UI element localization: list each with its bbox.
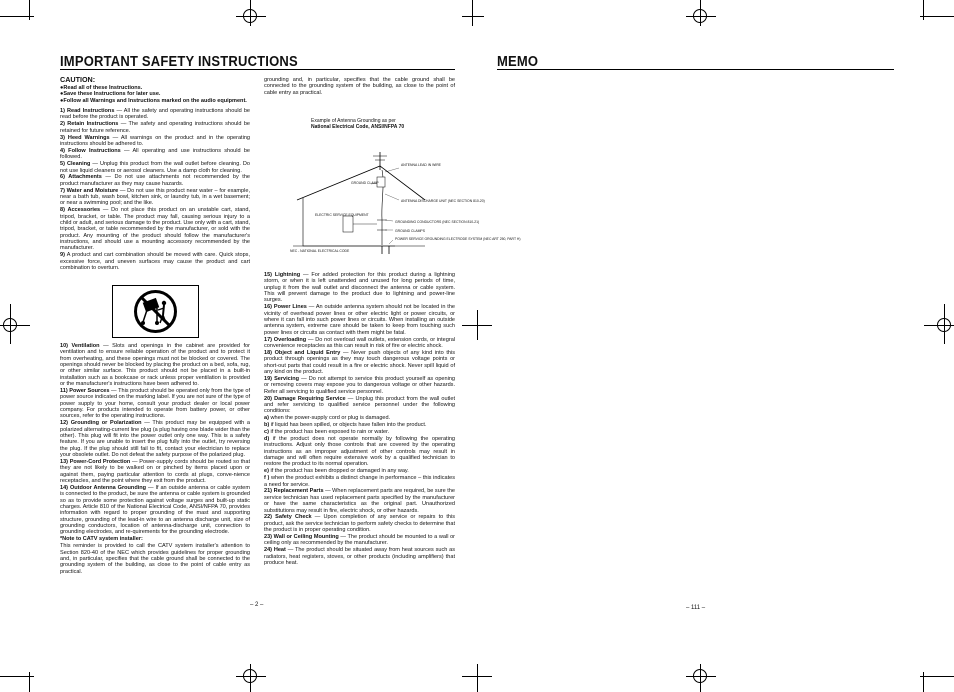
instruction-item [60, 135, 250, 148]
crop-mark [472, 0, 473, 26]
page-title: IMPORTANT SAFETY INSTRUCTIONS [60, 52, 298, 70]
instruction-text: This reminder is provided to call the CATV system installer's attention to Section 820-40 of the NEC which provides guidelines for proper grounding and, in particular, specifies that the cable ground shall be connected to the grounding system of the building, as close to the point of cable entry as practical. [60, 543, 250, 575]
instruction-heading: 9) [60, 252, 65, 259]
registration-mark [937, 318, 951, 332]
instruction-heading: 23) Wall or Ceiling Mounting [264, 534, 339, 541]
catv-continuation: grounding and, in particular, specifies that the cable ground shall be connected to the grounding system of the building, as close to the point of cable entry as practical. [264, 77, 455, 96]
memo-title-rule [497, 69, 894, 70]
instruction-heading: 8) Accessories [60, 207, 101, 214]
instruction-heading: 15) Lightning [264, 272, 301, 278]
crop-mark [29, 0, 30, 20]
instruction-text: — An outside antenna system should not be located in the vicinity of overhead power lines or other electric light or power circuits, or where it can fall into such power lines or circuits. When installing an outside antenna system, extreme care should be taken to keep from touching such power lines or circuits as contact with them might be fatal. [264, 304, 456, 336]
instruction-item [264, 488, 455, 513]
instruction-item [60, 188, 250, 207]
instruction-text: — Do not place this product on an unstable cart, stand, tripod, bracket, or table. The product may fall, causing serious injury to a child or adult, and serious damage to the product. Use only with a cart, stand, tripod, bracket, or table recommended by the manufacturer, or sold with the product. Any mounting of the product should follow the manufacturer's instructions, and should use a mounting accessory recommended by the manufacturer. [60, 207, 250, 252]
bullet-icon: ● [60, 85, 64, 91]
instruction-heading: 10) Ventilation [60, 343, 100, 349]
instruction-item [60, 485, 250, 536]
instruction-heading: *Note to CATV system installer: [60, 536, 143, 543]
bullet-icon: ● [60, 97, 64, 104]
instruction-text: — This product should be operated only from the type of power source indicated on the marking label. If you are not sure of the type of power supply to your home, consult your product dealer or local power company. For products intended to operate from battery power, or other sources, refer to the operating instructions. [60, 388, 250, 420]
instruction-heading: 12) Grounding or Polarization [60, 420, 142, 427]
instruction-text: — Do not use this product near water – for example, near a bath tub, wash bowl, kitchen sink, or laundry tub, in a wet basement; or near a swimming pool; and the like. [60, 187, 250, 207]
instruction-text: — All warnings on the product and in the operating instructions should be adhered to. [60, 134, 250, 147]
instruction-item [264, 337, 455, 350]
label-ground-clamp: GROUND CLAMP [351, 181, 379, 185]
instruction-item [60, 148, 250, 161]
instruction-item [60, 543, 250, 575]
caution-bullets [60, 85, 250, 104]
instruction-heading: 16) Power Lines [264, 304, 307, 311]
instructions-list-10-14 [60, 343, 250, 575]
instructions-list-15-24 [264, 272, 455, 566]
crop-mark [462, 16, 484, 17]
instruction-text: if liquid has been spilled, or objects have fallen into the product. [269, 422, 427, 429]
instruction-text: if the product does not operate normally by following the operating instructions. Adjust only those controls that are covered by the operating instructions as an improper adjustment of other controls may result in damage and will often require extensive work by a qualified technician to restore the product to its normal operation. [264, 435, 455, 468]
instruction-heading: 14) Outdoor Antenna Grounding [60, 484, 147, 491]
crop-mark [29, 672, 30, 692]
instruction-text: — When replacement parts are required, be sure the service technician has used replacement parts specified by the manufacturer or have the same characteristics as the original part. Unauthorized substitutions may result in fire, electric shock, or other hazards. [264, 488, 455, 514]
instruction-item [264, 396, 455, 415]
instructions-list-1-9 [60, 108, 250, 271]
crop-mark [477, 310, 478, 340]
instruction-item [60, 420, 250, 458]
registration-mark [243, 9, 257, 23]
instruction-text: — Never push objects of any kind into this product through openings as they may touch dangerous voltage points or short-out parts that could result in a fire or electric shock. Never spill liquid of any kind on the product. [264, 349, 455, 375]
instruction-heading: 22) Safety Check [264, 514, 312, 521]
label-nec: NEC - NATIONAL ELECTRICAL CODE [290, 249, 350, 253]
cart-warning-symbol [112, 285, 199, 338]
instruction-heading: 24) Heat [264, 547, 286, 554]
instruction-text: when the product exhibits a distinct change in performance – this indicates a need for service. [264, 475, 455, 488]
diagram-caption [311, 118, 451, 130]
instruction-item [60, 121, 250, 134]
instruction-text: — Unplug this product from the wall outlet before cleaning. Do not use liquid cleaners or aerosol cleaners. Use a damp cloth for cleaning. [60, 161, 250, 174]
page-number-left: – 2 – [250, 602, 264, 608]
instruction-text: — Slots and openings in the cabinet are provided for ventilation and to ensure reliable operation of the product and to protect it from overheating, and these openings must not be blocked or covered. The openings should never be blocked by placing the product on a bed, sofa, rug, or other similar surface. This product should not be placed in a built-in installation such as a bookcase or rack unless proper ventilation is provided or the manufacturer's instructions have been adhered to. [60, 343, 250, 388]
left-column-top [60, 76, 250, 272]
instruction-text: when the power-supply cord or plug is damaged. [268, 415, 391, 422]
crop-mark [920, 676, 954, 677]
instruction-heading: 2) Retain Instructions [60, 121, 119, 128]
label-electric-equipment: ELECTRIC SERVICE EQUIPMENT [315, 213, 369, 217]
bullet-icon: ● [60, 91, 64, 98]
instruction-item [264, 422, 455, 428]
registration-mark [693, 9, 707, 23]
instruction-item [264, 272, 455, 304]
instruction-item [264, 468, 455, 474]
instruction-heading: a) [264, 415, 269, 422]
label-power-service: POWER SERVICE GROUNDING ELECTRODE SYSTEM (NEC ART 250, PART H) [395, 237, 521, 241]
instruction-item [264, 350, 455, 375]
caution-heading: CAUTION: [60, 75, 96, 84]
instruction-text: — Upon completion of any service or repairs to this product, ask the service technician to perform safety checks to determine that the product is in proper operating condition. [264, 514, 455, 534]
instruction-heading: 3) Heed Warnings [60, 134, 110, 141]
registration-mark [243, 669, 257, 683]
crop-mark [0, 16, 34, 17]
instruction-text: if the product has been dropped or damaged in any way. [268, 468, 409, 475]
right-column-intro [264, 77, 455, 97]
instruction-text: — Unplug this product from the wall outlet and refer servicing to qualified service personnel under the following conditions: [264, 395, 455, 415]
instruction-heading: 7) Water and Moisture [60, 187, 119, 194]
instruction-item [60, 161, 250, 174]
instruction-item [264, 514, 455, 533]
caution-bullet-text: Follow all Warnings and Instructions marked on the audio equipment. [63, 97, 247, 104]
instruction-text: — All the safety and operating instructions should be read before the product is operated. [60, 108, 250, 121]
instruction-heading: 17) Overloading [264, 336, 307, 343]
right-column-list [264, 272, 455, 567]
cart-tipover-icon [113, 286, 198, 337]
instruction-text: — The product should be mounted to a wall or ceiling only as recommended by the manufacturer. [264, 534, 456, 547]
instruction-item [60, 388, 250, 420]
instruction-heading: 4) Follow Instructions [60, 147, 121, 154]
label-antenna-lead: ANTENNA LEAD IN WIRE [401, 163, 441, 167]
instruction-text: — The product should be situated away from heat sources such as radiators, heat registers, stoves, or other products (including amplifiers) that produce heat. [264, 547, 455, 567]
registration-mark [693, 669, 707, 683]
diagram-caption-line2: National Electrical Code, ANSI/NFPA 70 [311, 124, 405, 130]
instruction-item [60, 108, 250, 121]
instruction-item [264, 547, 455, 566]
instruction-text: — Do not overload wall outlets, extension cords, or integral convenience receptacles as this can result in risk of fire or electric shock. [264, 336, 456, 349]
instruction-heading: b) [264, 422, 270, 429]
instruction-heading: e) [264, 468, 269, 475]
instruction-item [264, 436, 455, 468]
instruction-item [60, 252, 250, 271]
page-number-right: – 111 – [686, 605, 706, 611]
instruction-text: — Do not attempt to service this product yourself as opening or removing covers may expose you to dangerous voltage or other hazards. Refer all servicing to qualified service personnel. [264, 375, 455, 395]
instruction-text: A product and cart combination should be moved with care. Quick stops, excessive force, and uneven surfaces may cause the product and cart combination to overturn. [60, 252, 250, 272]
instruction-item [60, 343, 250, 387]
crop-mark [462, 676, 492, 677]
instruction-heading: 18) Object and Liquid Entry [264, 349, 341, 356]
instruction-heading: 5) Cleaning [60, 161, 91, 168]
instruction-text: — Do not use attachments not recommended by the product manufacturer as they may cause hazards. [60, 174, 250, 187]
instruction-text: — For added protection for this product during a lightning storm, or when it is left unattended and unused for long periods of time, unplug it from the wall outlet and disconnect the antenna or cable system. This will prevent damage to the product due to lightning and power-line surges. [264, 272, 455, 304]
antenna-grounding-diagram [285, 150, 521, 258]
instruction-item [60, 459, 250, 484]
caution-bullet-text: Save these Instructions for later use. [63, 91, 161, 98]
instruction-heading: d) [264, 435, 270, 442]
instruction-text: — If an outside antenna or cable system is connected to the product, be sure the antenna or cable system is grounded so as to provide some protection against voltage surges and built-up static charges. Article 810 of the National Electrical Code, ANSI/NFPA 70, provides information with regard to proper grounding of the mast and supporting structure, grounding of the lead-in wire to an antenna discharge unit, size of grounding conductors, location of antenna-discharge unit, connection to grounding electrodes, and re-quirements for the grounding electrode. [60, 484, 251, 536]
instruction-text: — This product may be equipped with a polarized alternating-current line plug (a plug having one blade wider than the other). This plug will fit into the power outlet only one way. This is a safety feature. If you are unable to insert the plug fully into the outlet, try reversing the plug. If the plug should still fail to fit, contact your electrician to replace your obsolete outlet. Do not defeat the safety purpose of the polarized plug. [60, 420, 251, 459]
instruction-item [264, 304, 455, 336]
crop-mark [923, 672, 924, 692]
title-rule [60, 69, 455, 70]
registration-mark [3, 318, 17, 332]
instruction-item [264, 376, 455, 395]
instruction-text: — All operating and use instructions should be followed. [60, 147, 250, 161]
diagram-caption-line1: Example of Antenna Grounding as per [311, 118, 396, 124]
instruction-heading: 1) Read Instructions [60, 108, 115, 115]
instruction-text: — Power-supply cords should be routed so that they are not likely to be walked on or pinched by items placed upon or against them, paying particular attention to cords at plugs, conve-nience receptacles, and the point where they exit from the product. [60, 458, 250, 484]
instruction-heading: 6) Attachments [60, 174, 102, 181]
crop-mark [477, 664, 478, 692]
instruction-item [60, 536, 250, 542]
instruction-item [264, 534, 455, 547]
label-discharge-unit: ANTENNA DISCHARGE UNIT (NEC SECTION 810-20) [401, 199, 485, 203]
instruction-item [264, 429, 455, 435]
instruction-heading: 19) Servicing [264, 375, 300, 382]
crop-mark [923, 0, 924, 20]
instruction-heading: 21) Replacement Parts [264, 488, 324, 495]
label-ground-clamps: GROUND CLAMPS [395, 229, 425, 233]
instruction-heading: 13) Power-Cord Protection [60, 458, 131, 465]
instruction-heading: f ) [264, 475, 270, 482]
caution-bullet [60, 98, 250, 104]
instruction-item [264, 415, 455, 421]
memo-title: MEMO [497, 52, 539, 70]
instruction-heading: 20) Damage Requiring Service [264, 395, 346, 402]
left-column-bottom [60, 343, 250, 576]
caution-bullet-text: Read all of these Instructions. [63, 85, 143, 91]
instruction-item [60, 174, 250, 187]
instruction-text: — The safety and operating instructions should be retained for future reference. [60, 121, 250, 134]
instruction-heading: c) [264, 429, 269, 435]
instruction-text: if the product has been exposed to rain or water. [268, 429, 390, 435]
instruction-item [264, 475, 455, 488]
instruction-heading: 11) Power Sources [60, 388, 110, 394]
crop-mark [920, 16, 954, 17]
instruction-item [60, 207, 250, 251]
label-grounding-conductors: GROUNDING CONDUCTORS (NEC SECTION 810-21) [395, 220, 480, 224]
crop-mark [0, 676, 34, 677]
